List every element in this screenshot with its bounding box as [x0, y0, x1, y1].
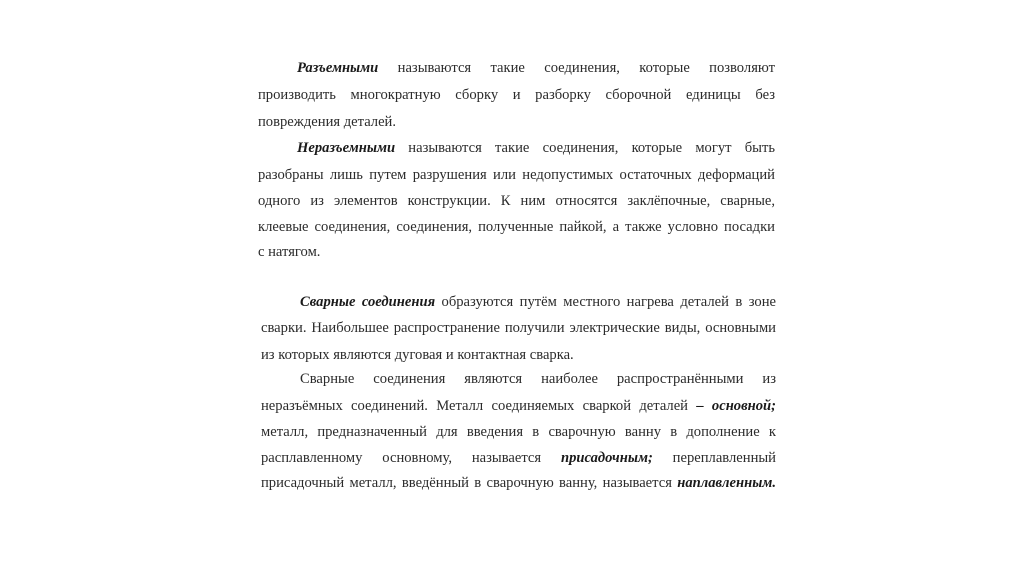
paragraph-2-line-3 [258, 192, 775, 210]
text-segment: с натягом. [258, 244, 321, 260]
text-segment: повреждения деталей. [258, 114, 397, 130]
text-segment: металл, предназначенный для введения в сварочную ванну в дополнение к [261, 424, 776, 440]
text-segment: клеевые соединения, соединения, полученные пайкой, а также условно посадки [258, 219, 775, 235]
term-osnovnoy: – основной; [696, 398, 776, 414]
paragraph-2-line-5 [258, 243, 320, 261]
paragraph-4-line-5 [261, 474, 776, 492]
text-segment: переплавленный [652, 450, 776, 466]
paragraph-1-line-1 [297, 59, 775, 77]
paragraph-1-line-2 [258, 86, 775, 104]
text-segment: сварки. Наибольшее распространение получили электрические виды, основными [261, 320, 776, 336]
paragraph-3-line-3 [261, 346, 574, 364]
term-nerazemnymi: Неразъемными [297, 140, 396, 156]
text-segment: присадочный металл, введённый в сварочную ванну, называется [261, 475, 678, 491]
paragraph-4-line-1 [300, 370, 776, 388]
text-segment: Сварные соединения являются наиболее распространёнными из [300, 371, 776, 387]
paragraph-2-line-1 [297, 139, 775, 157]
text-segment: из которых являются дуговая и контактная сварка. [261, 347, 574, 363]
paragraph-1-line-3 [258, 113, 396, 131]
text-segment: разобраны лишь путем разрушения или недопустимых остаточных деформаций [258, 167, 775, 183]
text-segment: производить многократную сборку и разборку сборочной единицы без [258, 87, 775, 103]
paragraph-4-line-3 [261, 423, 776, 441]
text-segment: называются такие соединения, которые позволяют [378, 60, 775, 76]
term-razemnymi: Разъемными [297, 60, 379, 76]
term-svarnye-soedineniya: Сварные соединения [300, 294, 436, 310]
paragraph-2-line-2 [258, 166, 775, 184]
term-prisadochnym: присадочным; [560, 450, 653, 466]
paragraph-3-line-2 [261, 319, 776, 337]
text-segment: расплавленному основному, называется [261, 450, 561, 466]
term-naplavlennym: наплавленным. [677, 475, 776, 491]
text-segment: одного из элементов конструкции. К ним относятся заклёпочные, сварные, [258, 193, 775, 209]
paragraph-2-line-4 [258, 218, 775, 236]
text-segment: неразъёмных соединений. Металл соединяемых сваркой деталей [261, 398, 697, 414]
paragraph-4-line-4 [261, 449, 776, 467]
text-segment: образуются путём местного нагрева деталей в зоне [435, 294, 776, 310]
text-segment: называются такие соединения, которые могут быть [395, 140, 775, 156]
paragraph-3-line-1 [300, 293, 776, 311]
paragraph-4-line-2 [261, 397, 776, 415]
